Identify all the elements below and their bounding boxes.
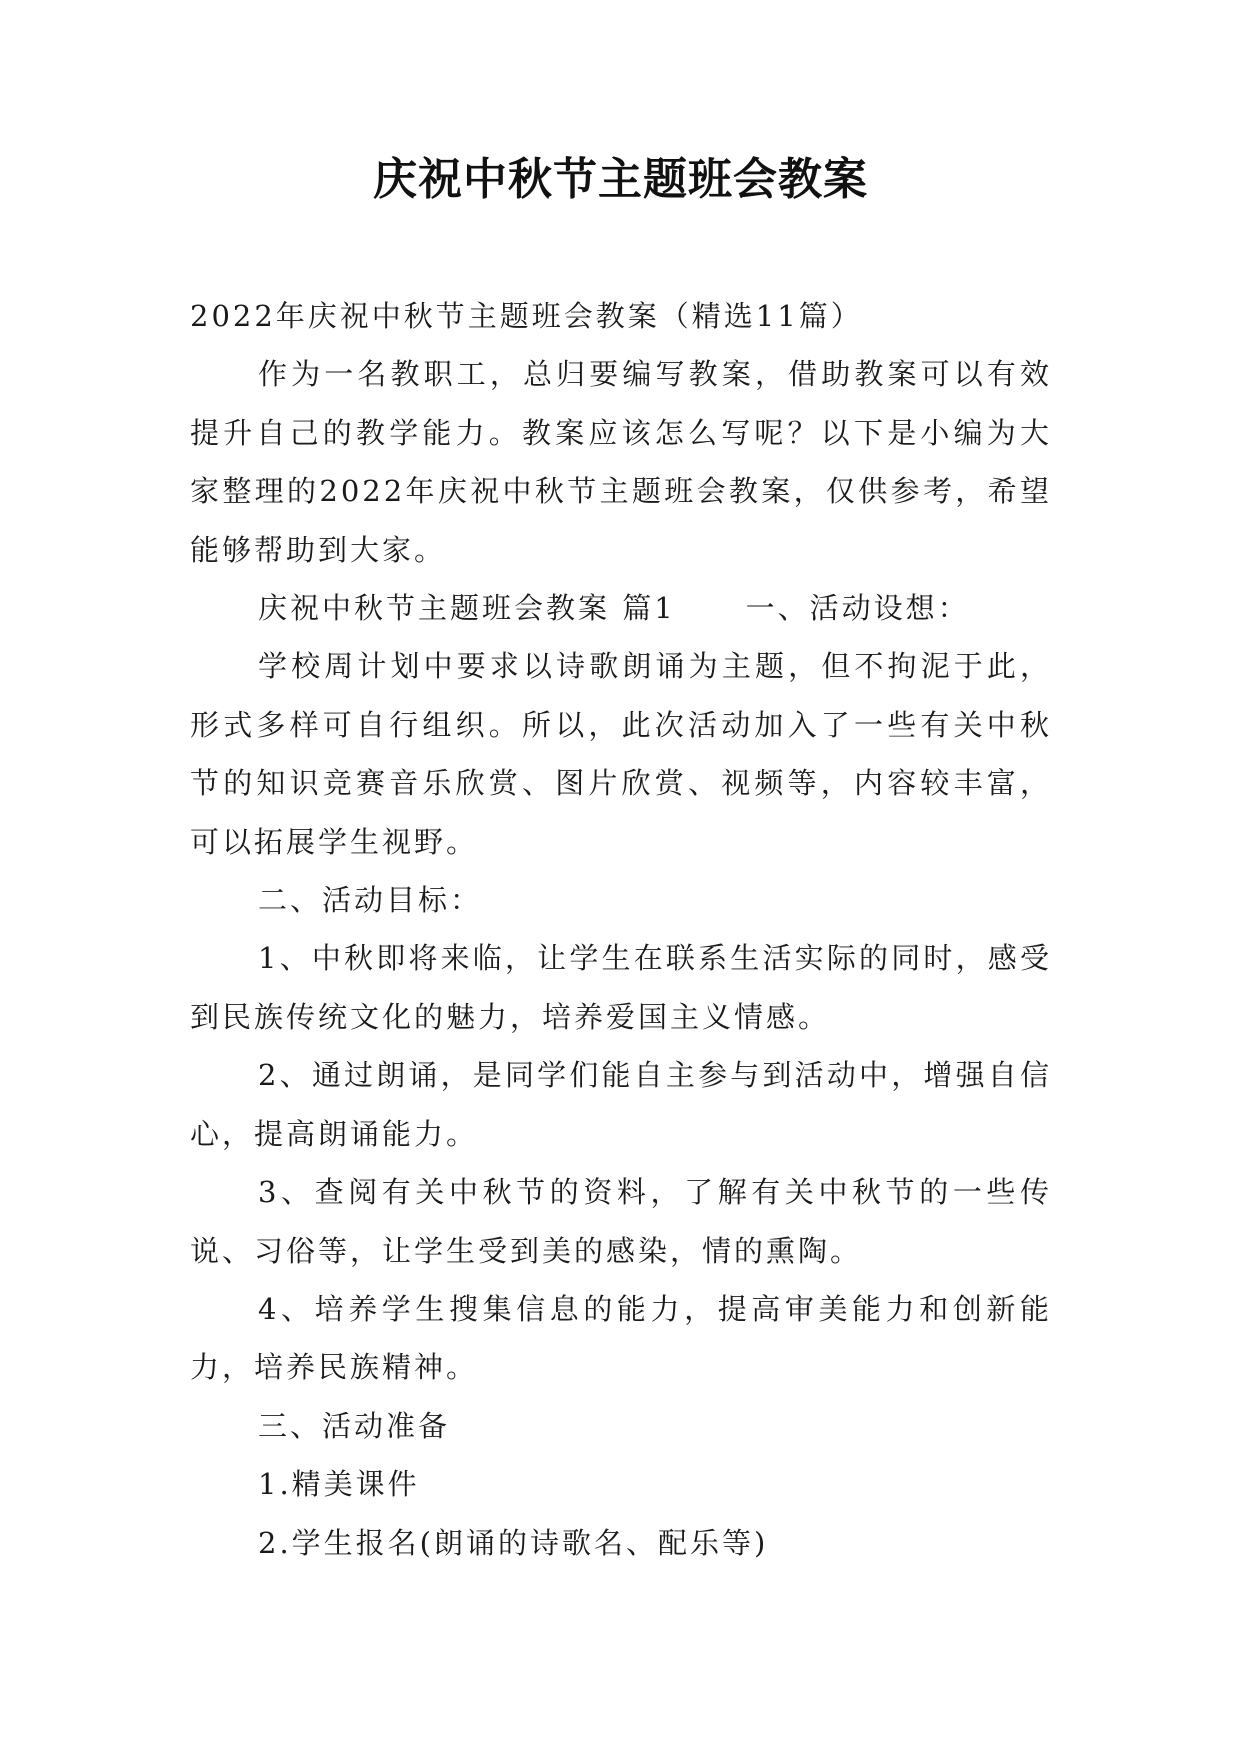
goal-item-4: 4、培养学生搜集信息的能力，提高审美能力和创新能力，培养民族精神。 <box>190 1291 1052 1385</box>
document-body <box>190 287 1052 1572</box>
section-heading: 庆祝中秋节主题班会教案 篇1 <box>258 591 676 626</box>
document-title: 庆祝中秋节主题班会教案 <box>373 154 868 205</box>
section-heading-line <box>190 579 1052 637</box>
intro-paragraph: 作为一名教职工，总归要编写教案，借助教案可以有效提升自己的教学能力。教案应该怎么写呢？以下是小编为大家整理的2022年庆祝中秋节主题班会教案，仅供参考，希望能够帮助到大家。 <box>190 357 1052 567</box>
heading-activity-preparation: 三、活动准备 <box>258 1408 451 1443</box>
preparation-item-1: 1.精美课件 <box>258 1467 420 1502</box>
preparation-item-2: 2.学生报名(朗诵的诗歌名、配乐等) <box>258 1525 769 1560</box>
paragraph-activity-idea: 学校周计划中要求以诗歌朗诵为主题，但不拘泥于此，形式多样可自行组织。所以，此次活动加入了一些有关中秋节的知识竞赛音乐欣赏、图片欣赏、视频等，内容较丰富，可以拓展学生视野。 <box>190 649 1052 859</box>
goal-item-1: 1、中秋即将来临，让学生在联系生活实际的同时，感受到民族传统文化的魅力，培养爱国主义情感。 <box>190 941 1052 1034</box>
section-heading-tail: 一、活动设想： <box>745 591 970 626</box>
goal-item-2: 2、通过朗诵，是同学们能自主参与到活动中，增强自信心，提高朗诵能力。 <box>190 1058 1052 1151</box>
goal-item-3: 3、查阅有关中秋节的资料，了解有关中秋节的一些传说、习俗等，让学生受到美的感染，情的熏陶。 <box>190 1175 1052 1268</box>
subtitle-line: 2022年庆祝中秋节主题班会教案（精选11篇） <box>190 299 863 333</box>
heading-activity-goals: 二、活动目标： <box>258 883 483 918</box>
